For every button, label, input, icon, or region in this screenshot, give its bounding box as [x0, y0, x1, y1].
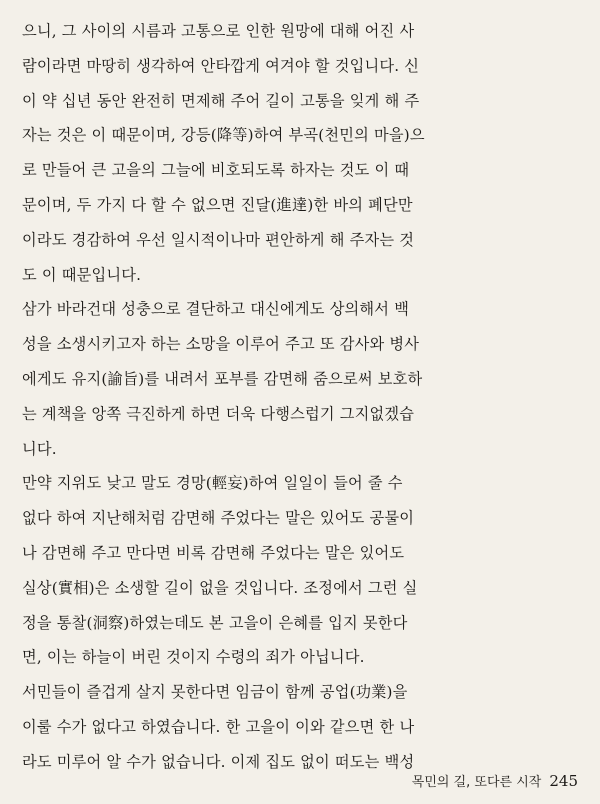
text-line: 삼가 바라건대 성충으로 결단하고 대신에게도 상의해서 백 — [22, 300, 410, 319]
text-line: 성을 소생시키고자 하는 소망을 이루어 주고 또 감사와 병사 — [22, 335, 420, 354]
text-line: 정을 통찰(洞察)하였는데도 본 고을이 은혜를 입지 못한다 — [22, 613, 408, 632]
text-line: 없다 하여 지난해처럼 감면해 주었다는 말은 있어도 공물이 — [22, 509, 415, 528]
page-number: 245 — [549, 772, 578, 790]
text-line: 이룰 수가 없다고 하였습니다. 한 고을이 이와 같으면 한 나 — [22, 717, 415, 736]
text-line: 람이라면 마땅히 생각하여 안타깝게 여겨야 할 것입니다. 신 — [22, 56, 420, 75]
text-line: 이 약 십년 동안 완전히 면제해 주어 길이 고통을 잊게 해 주 — [22, 91, 420, 110]
text-line: 자는 것은 이 때문이며, 강등(降等)하여 부곡(천민의 마을)으 — [22, 126, 425, 145]
text-line: 만약 지위도 낮고 말도 경망(輕妄)하여 일일이 들어 줄 수 — [22, 474, 403, 493]
body-text — [22, 14, 582, 780]
text-line: 라도 미루어 알 수가 없습니다. 이제 집도 없이 떠도는 백성 — [22, 752, 415, 771]
text-line: 면, 이는 하늘이 버린 것이지 수령의 죄가 아닙니다. — [22, 648, 365, 667]
text-line: 나 감면해 주고 만다면 비록 감면해 주었다는 말은 있어도 — [22, 543, 405, 562]
text-line: 도 이 때문입니다. — [22, 265, 142, 284]
text-line: 니다. — [22, 439, 57, 458]
page-footer — [412, 771, 578, 790]
text-line: 에게도 유지(諭旨)를 내려서 포부를 감면해 줌으로써 보호하 — [22, 369, 423, 388]
text-line: 로 만들어 큰 고을의 그늘에 비호되도록 하자는 것도 이 때 — [22, 161, 410, 180]
text-line: 이라도 경감하여 우선 일시적이나마 편안하게 해 주자는 것 — [22, 230, 415, 249]
text-line: 서민들이 즐겁게 살지 못한다면 임금이 함께 공업(功業)을 — [22, 683, 408, 702]
text-line: 실상(實相)은 소생할 길이 없을 것입니다. 조정에서 그런 실 — [22, 578, 418, 597]
text-line: 문이며, 두 가지 다 할 수 없으면 진달(進達)한 바의 폐단만 — [22, 195, 413, 214]
text-line: 으니, 그 사이의 시름과 고통으로 인한 원망에 대해 어진 사 — [22, 22, 415, 40]
running-title: 목민의 길, 또다른 시작 — [411, 775, 542, 790]
text-line: 는 계책을 앙쪽 극진하게 하면 더욱 다행스럽기 그지없겠습 — [22, 404, 415, 423]
